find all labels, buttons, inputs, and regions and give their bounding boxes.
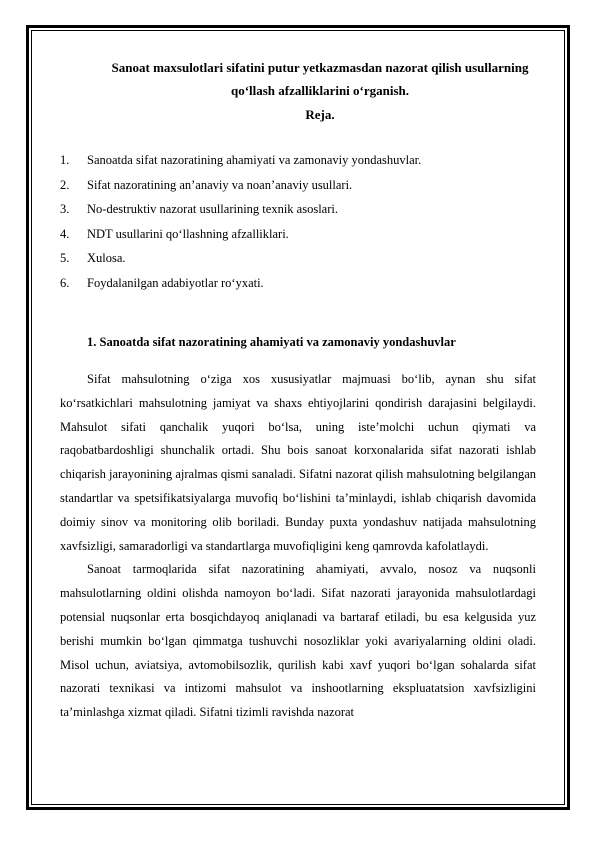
toc-item	[60, 222, 421, 247]
body-text	[60, 368, 536, 725]
toc-text: No-destruktiv nazorat usullarining texnik asoslari.	[87, 202, 338, 217]
toc-text: Foydalanilgan adabiyotlar roʻyxati.	[87, 275, 264, 290]
section-heading: 1. Sanoatda sifat nazoratining ahamiyati va zamonaviy yondashuvlar	[87, 335, 456, 349]
table-of-contents	[60, 148, 421, 296]
toc-number: 2.	[60, 177, 70, 192]
toc-text: Sifat nazoratining an’anaviy va noan’anaviy usullari.	[87, 177, 353, 192]
plan-label: Reja.	[305, 107, 335, 122]
toc-number: 4.	[60, 226, 70, 241]
toc-item	[60, 197, 421, 222]
toc-item	[60, 271, 421, 296]
document-title-line-2: qoʻllash afzalliklarini oʻrganish.	[230, 83, 410, 98]
paragraph: Sifat mahsulotning oʻziga xos xususiyatlar majmuasi boʻlib, aynan shu sifat koʻrsatkichlari mahsulotning jamiyat va shaxs ehtiyojlarini qondirish darajasini belgilaydi. Mahsulot sifati qanchalik yuqori boʻlsa, uning iste’molchi uchun qiymati va raqobatbardoshligi shunchalik ortadi. Shu bois sanoat korxonalarida sifat nazorati ishlab chiqarish jarayonining ajralmas qismi sanaladi. Sifatni nazorat qilish mahsulotning belgilangan standartlar va spetsifikatsiyalarga muvofiq boʻlishini ta’minlaydi, ishlab chiqarish davomida doimiy sinov va monitoring olib boriladi. Bunday puxta yondashuv natijada mahsulotning xavfsizligi, samaradorligi va standartlarga muvofiqligini keng qamrovda kafolatlaydi.	[60, 372, 536, 553]
toc-number: 1.	[60, 153, 70, 167]
toc-number: 5.	[60, 251, 70, 266]
paragraph: Sanoat tarmoqlarida sifat nazoratining ahamiyati, avvalo, nosoz va nuqsonli mahsulotlarning oldini olishda namoyon boʻladi. Sifat nazorati jarayonida mahsulotlardagi potensial nuqsonlar erta bosqichdayoq aniqlanadi va bartaraf etiladi, bu esa kelgusida yuz berishi mumkin boʻlgan qimmatga tushuvchi nosozliklar yoki avariyalarning oldini oladi. Misol uchun, aviatsiya, avtomobilsozlik, qurilish kabi xavf yuqori boʻlgan sohalarda sifat nazorati texnikasi va intizomi mahsulot va inshootlarning ekspluatatsion xavfsizligini ta’minlashga xizmat qiladi. Sifatni tizimli ravishda nazorat	[60, 562, 536, 720]
toc-number: 3.	[60, 202, 70, 217]
toc-text: Xulosa.	[87, 251, 126, 266]
toc-item	[60, 173, 421, 198]
toc-item	[60, 148, 421, 173]
toc-text: Sanoatda sifat nazoratining ahamiyati va zamonaviy yondashuvlar.	[87, 153, 422, 167]
toc-item	[60, 246, 421, 271]
toc-text: NDT usullarini qoʻllashning afzalliklari.	[87, 226, 289, 241]
toc-number: 6.	[60, 275, 70, 290]
document-title-line-1: Sanoat maxsulotlari sifatini putur yetkazmasdan nazorat qilish usullarning	[111, 60, 529, 75]
